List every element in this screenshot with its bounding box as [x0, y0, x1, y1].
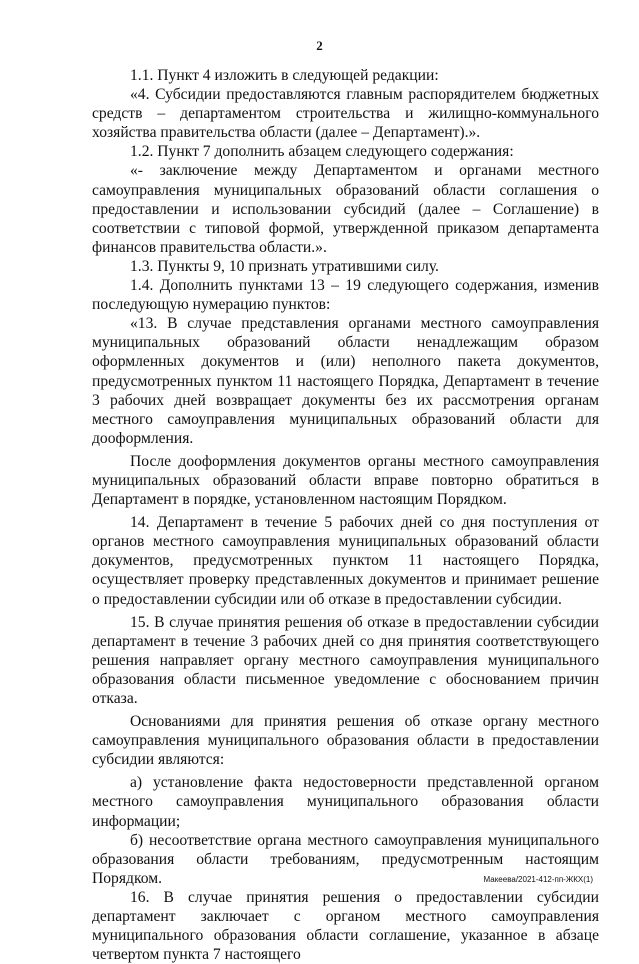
paragraph-1-2: 1.2. Пункт 7 дополнить абзацем следующего содержания:	[130, 143, 514, 161]
paragraph-ground-a: а) установление факта недостоверности представленной органом местного самоуправления муниципального образования области информации;	[92, 774, 599, 830]
paragraph-1-3: 1.3. Пункты 9, 10 признать утратившими силу.	[130, 257, 439, 275]
paragraph-point-13: «13. В случае представления органами местного самоуправления муниципальных образований области ненадлежащим образом оформленных документов и (или) неполного пакета документов, предусмотренных пунктом 11 настоящего Порядка, Департамент в течение 3 рабочих дней возвращает документы без их рассмотрения органам местного самоуправления муниципальных образований области для дооформления.	[92, 315, 599, 447]
paragraph-ground-b: б) несоответствие органа местного самоуправления муниципального образования области требованиям, предусмотренным настоящим Порядком.	[92, 831, 599, 887]
paragraph-1-4: 1.4. Дополнить пунктами 13 – 19 следующего содержания, изменив последующую нумерацию пунктов:	[92, 277, 599, 314]
paragraph-point-16: 16. В случае принятия решения о предоставлении субсидии департамент заключает с органом местного самоуправления муниципального образования области соглашение, указанное в абзаце четвертом пункта 7 настоящего	[92, 888, 599, 964]
paragraph-agreement: «- заключение между Департаментом и органами местного самоуправления муниципальных образований области соглашения о предоставлении и использовании субсидий (далее – Соглашение) в соответствии с типовой формой, утвержденной приказом департамента финансов правительства области.».	[92, 162, 599, 256]
document-body	[92, 66, 599, 964]
paragraph-after-reformalization: После дооформления документов органы местного самоуправления муниципальных образований области вправе повторно обратиться в Департамент в порядке, установленном настоящим Порядком.	[92, 452, 599, 509]
paragraph-point-14: 14. Департамент в течение 5 рабочих дней со дня поступления от органов местного самоуправления муниципальных образований области документов, предусмотренных пунктом 11 настоящего Порядка, осуществляет проверку представленных документов и принимает решение о предоставлении субсидии или об отказе в предоставлении субсидии.	[92, 514, 599, 608]
paragraph-point-15: 15. В случае принятия решения об отказе в предоставлении субсидии департамент в течение 3 рабочих дней со дня принятия соответствующего решения направляет органу местного самоуправления муниципального образования области письменное уведомление с обоснованием причин отказа.	[92, 613, 599, 707]
paragraph-refusal-grounds: Основаниями для принятия решения об отказе органу местного самоуправления муниципального образования области в предоставлении субсидии являются:	[92, 713, 599, 769]
footer-document-code: Макеева/2021-412-пп-ЖКХ(1)	[483, 875, 593, 884]
paragraph-1-1: 1.1. Пункт 4 изложить в следующей редакции:	[130, 67, 439, 84]
paragraph-point-4: «4. Субсидии предоставляются главным распорядителем бюджетных средств – департаментом строительства и жилищно-коммунального хозяйства правительства области (далее – Департамент).».	[92, 86, 599, 142]
page-number: 2	[316, 38, 323, 53]
